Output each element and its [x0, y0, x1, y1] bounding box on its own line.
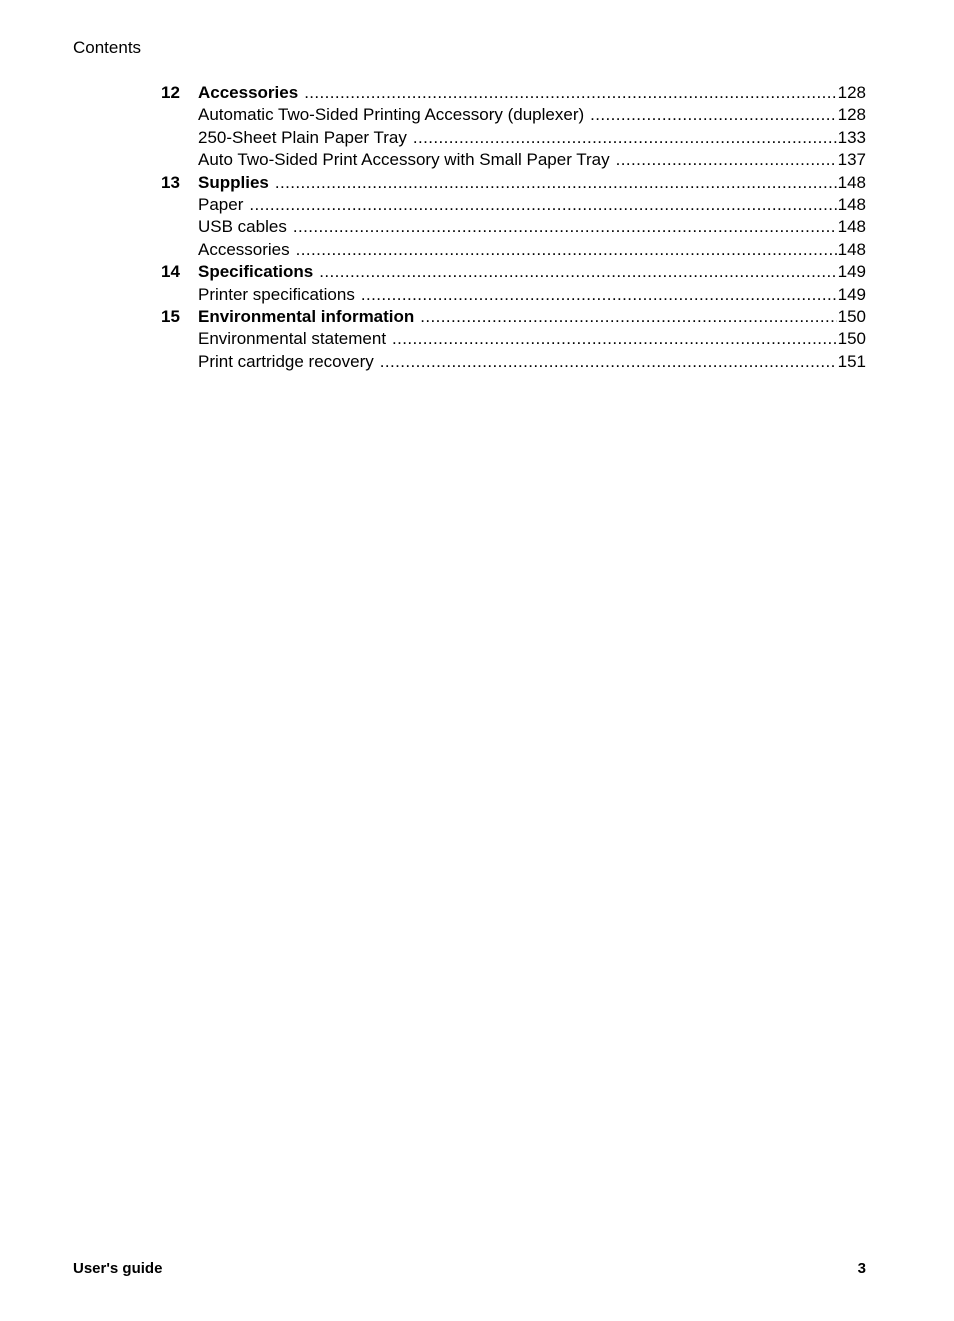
toc-entry[interactable]	[161, 216, 866, 238]
toc-dot-leader	[380, 351, 837, 373]
toc-chapter-number: 15	[161, 306, 180, 326]
toc-entry-title: Specifications	[198, 262, 314, 282]
toc-entry[interactable]	[161, 328, 866, 350]
toc-entry-title: Supplies	[198, 172, 269, 192]
toc-page-number: 150	[837, 306, 866, 326]
footer-page-number: 3	[857, 1260, 866, 1277]
toc-page-number: 137	[837, 150, 866, 170]
toc-page-number: 149	[837, 262, 866, 282]
footer-document-title: User's guide	[73, 1260, 163, 1277]
toc-dot-leader	[296, 239, 837, 261]
toc-entry[interactable]	[161, 82, 866, 104]
toc-entry[interactable]	[161, 149, 866, 171]
toc-dot-leader	[616, 149, 837, 171]
toc-entry-title: Print cartridge recovery	[198, 351, 374, 371]
toc-dot-leader	[249, 194, 836, 216]
toc-entry[interactable]	[161, 104, 866, 126]
toc-entry-title: 250-Sheet Plain Paper Tray	[198, 127, 407, 147]
running-header: Contents	[73, 38, 142, 57]
toc-entry[interactable]	[161, 351, 866, 373]
toc-dot-leader	[590, 104, 836, 126]
toc-chapter-number: 12	[161, 83, 180, 102]
toc-chapter-number: 14	[161, 262, 180, 282]
toc-dot-leader	[293, 216, 837, 238]
toc-entry-title: Printer specifications	[198, 284, 355, 304]
toc-page-number: 128	[837, 83, 866, 102]
toc-entry-title: Auto Two-Sided Print Accessory with Small Paper Tray	[198, 150, 610, 170]
toc-entry[interactable]	[161, 172, 866, 194]
toc-dot-leader	[392, 328, 837, 350]
toc-entry-title: Environmental statement	[198, 329, 387, 349]
toc-dot-leader	[304, 82, 836, 104]
toc-dot-leader	[319, 261, 836, 283]
toc-entry[interactable]	[161, 194, 866, 216]
toc-entry-title: Accessories	[198, 83, 299, 102]
toc-dot-leader	[275, 172, 837, 194]
toc-entry-title: Environmental information	[198, 306, 415, 326]
toc-entry-title: Paper	[198, 194, 244, 214]
toc-page-number: 151	[837, 351, 866, 371]
toc-page-number: 148	[837, 194, 866, 214]
toc-entry[interactable]	[161, 284, 866, 306]
toc-page-number: 149	[837, 284, 866, 304]
toc-chapter-number: 13	[161, 172, 180, 192]
toc-page-number: 133	[837, 127, 866, 147]
toc-page-number: 150	[837, 329, 866, 349]
toc-page-number: 148	[837, 239, 866, 259]
toc-entry-title: Accessories	[198, 239, 290, 259]
toc-entry-title: Automatic Two-Sided Printing Accessory (duplexer)	[198, 105, 585, 125]
toc-entry[interactable]	[161, 127, 866, 149]
toc-dot-leader	[361, 284, 837, 306]
toc-entry[interactable]	[161, 239, 866, 261]
toc-page-number: 148	[837, 172, 866, 192]
toc-entry[interactable]	[161, 261, 866, 283]
toc-dot-leader	[413, 127, 837, 149]
toc-dot-leader	[420, 306, 836, 328]
toc-entry-title: USB cables	[198, 217, 287, 237]
toc-entry[interactable]	[161, 306, 866, 328]
toc-page-number: 148	[837, 217, 866, 237]
toc-page-number: 128	[837, 105, 866, 125]
table-of-contents	[161, 82, 866, 373]
